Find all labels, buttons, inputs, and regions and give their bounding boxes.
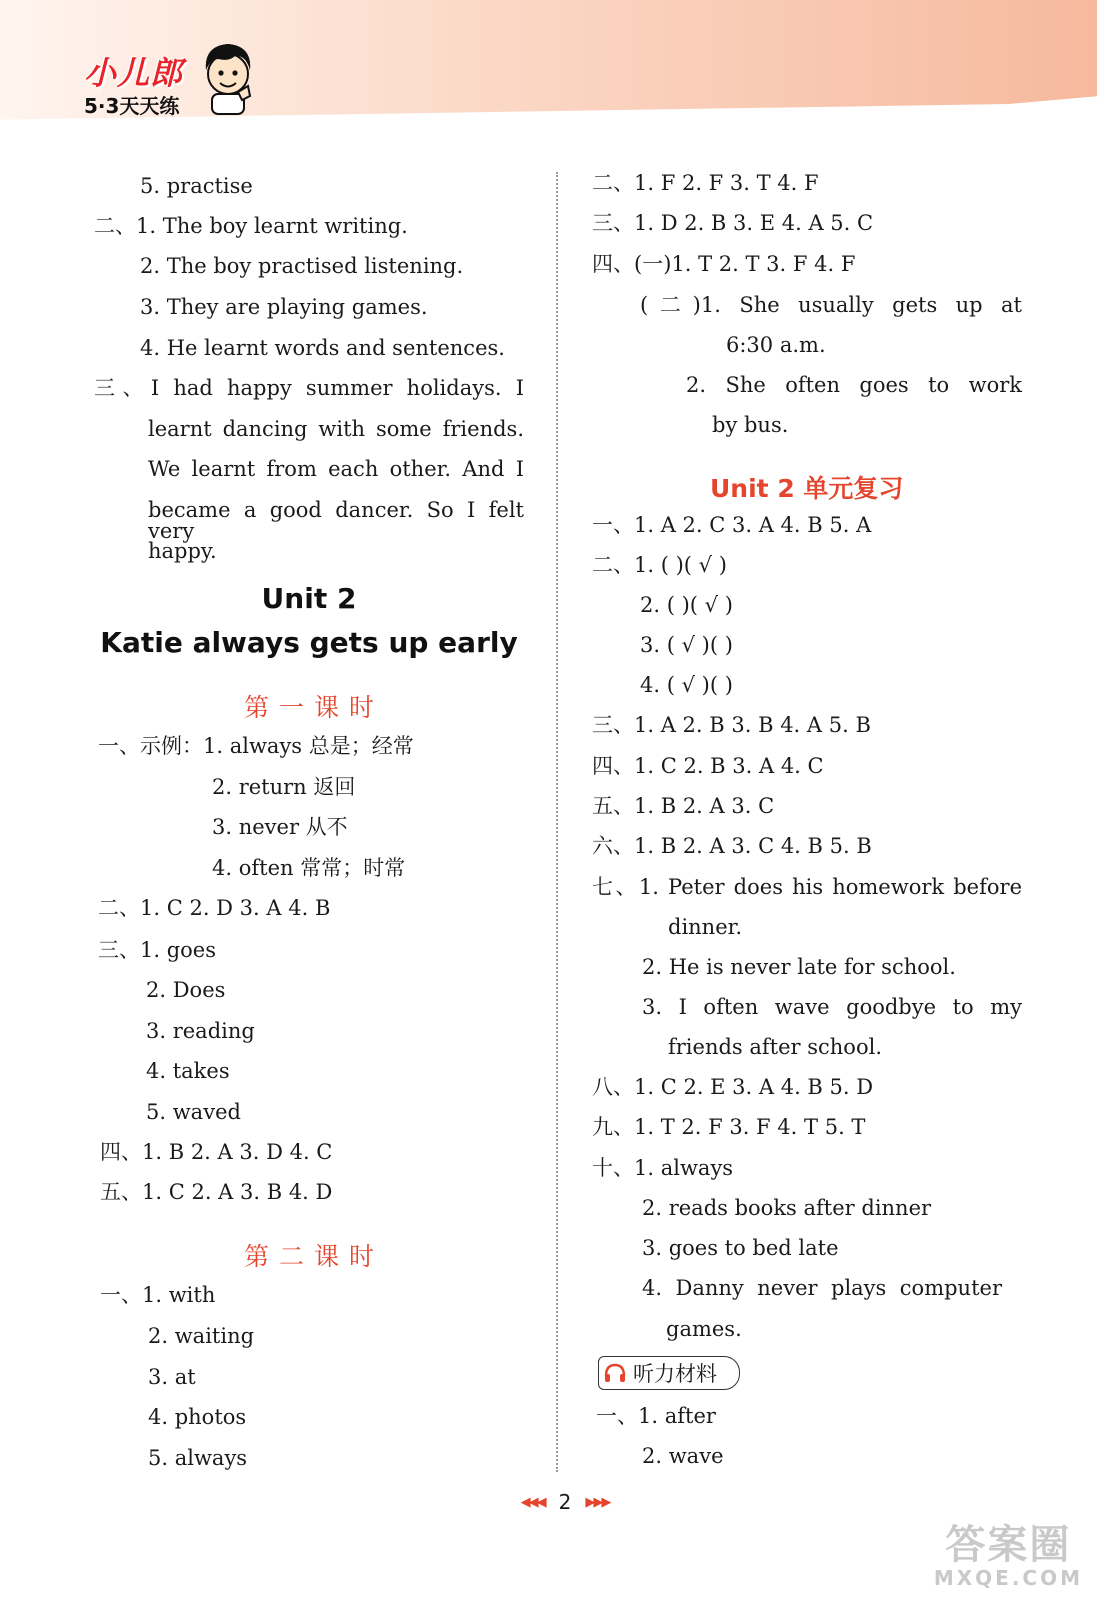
- logo-main-text: 小儿郎: [84, 54, 184, 92]
- answer-line: 2. He is never late for school.: [642, 955, 956, 979]
- answer-paragraph-line: learnt dancing with some friends.: [148, 417, 524, 441]
- mascot-boy-icon: [198, 40, 256, 116]
- answer-line: 4. Danny never plays computer: [642, 1276, 1002, 1300]
- answer-line: 4. photos: [148, 1405, 247, 1429]
- watermark-top-text: 答案圈: [945, 1522, 1072, 1568]
- listening-material-label: 听力材料: [633, 1362, 717, 1386]
- answer-line: 一、1. after: [596, 1404, 716, 1428]
- answer-line: 二、1. The boy learnt writing.: [94, 214, 408, 238]
- answer-line: 2. reads books after dinner: [642, 1196, 932, 1220]
- page-footer: [480, 1490, 650, 1514]
- unit-review-title: Unit 2 单元复习: [710, 474, 904, 503]
- answer-line: 七、1. Peter does his homework before: [592, 875, 1022, 899]
- answer-line: 八、1. C 2. E 3. A 4. B 5. D: [592, 1075, 874, 1099]
- answer-line: games.: [666, 1317, 742, 1341]
- answer-line: 四、(一)1. T 2. T 3. F 4. F: [592, 252, 856, 276]
- publisher-logo: [84, 48, 183, 119]
- answer-line: 4. takes: [146, 1059, 230, 1083]
- unit-subtitle: Katie always gets up early: [100, 626, 518, 659]
- answer-line: 一、示例：1. always 总是；经常: [98, 734, 414, 758]
- answer-line: 3. I often wave goodbye to my: [642, 995, 1022, 1019]
- answer-line: 2. wave: [642, 1444, 724, 1468]
- answer-line: 2. Does: [146, 978, 226, 1002]
- answer-line: 五、1. C 2. A 3. B 4. D: [100, 1180, 333, 1204]
- answer-line: 二、1. C 2. D 3. A 4. B: [98, 896, 331, 920]
- answer-line: 6:30 a.m.: [726, 333, 826, 357]
- answer-line: 五、1. B 2. A 3. C: [592, 794, 775, 818]
- answer-line: 2. ( )( √ ): [640, 593, 733, 617]
- answer-line: 4. often 常常；时常: [212, 856, 406, 880]
- answer-line: 四、1. C 2. B 3. A 4. C: [592, 754, 824, 778]
- answer-line: 3. They are playing games.: [140, 295, 428, 319]
- answer-line: by bus.: [712, 413, 789, 437]
- page-number: 2: [558, 1490, 572, 1514]
- answer-line: 3. goes to bed late: [642, 1236, 839, 1260]
- site-watermark: [934, 1513, 1083, 1590]
- watermark-bottom-text: MXQE.COM: [933, 1566, 1083, 1590]
- answer-line: 3. reading: [146, 1019, 255, 1043]
- listening-material-tag: [598, 1356, 740, 1390]
- answer-line: 三、1. goes: [98, 938, 217, 962]
- answer-line: 一、1. A 2. C 3. A 4. B 5. A: [592, 513, 872, 537]
- answer-line: 三、1. D 2. B 3. E 4. A 5. C: [592, 211, 874, 235]
- answer-line: 一、1. with: [100, 1283, 216, 1307]
- answer-line: 4. ( √ )( ): [640, 673, 733, 697]
- answer-line: 3. at: [148, 1365, 196, 1389]
- headphones-icon: [603, 1362, 627, 1384]
- answer-line: 5. always: [148, 1446, 248, 1470]
- answer-line: 2. waiting: [148, 1324, 255, 1348]
- answer-line: friends after school.: [668, 1035, 882, 1059]
- answer-line: 四、1. B 2. A 3. D 4. C: [100, 1140, 333, 1164]
- answer-line: (二)1. She usually gets up at: [640, 293, 1022, 317]
- answer-paragraph-line: We learnt from each other. And I: [148, 457, 524, 481]
- answer-line: 2. She often goes to work: [686, 373, 1022, 397]
- unit-title: Unit 2: [261, 582, 357, 615]
- answer-line: 十、1. always: [592, 1156, 734, 1180]
- answer-line: 二、1. F 2. F 3. T 4. F: [592, 171, 819, 195]
- logo-sub-text: 5·3天天练: [84, 94, 180, 118]
- answer-line: dinner.: [668, 915, 743, 939]
- answer-line: 三、1. A 2. B 3. B 4. A 5. B: [592, 713, 871, 737]
- answer-paragraph-line: became a good dancer. So I felt very: [148, 498, 524, 543]
- arrows-right-icon: ▶▶▶: [585, 1494, 610, 1510]
- answer-paragraph-line: 三、I had happy summer holidays. I: [94, 376, 524, 400]
- answer-line: 六、1. B 2. A 3. C 4. B 5. B: [592, 834, 872, 858]
- column-divider: [556, 172, 558, 1472]
- answer-line: 二、1. ( )( √ ): [592, 553, 727, 577]
- section-title-lesson-2: 第二课时: [243, 1242, 384, 1271]
- answer-line: 2. return 返回: [212, 775, 356, 799]
- answer-line: 5. waved: [146, 1100, 241, 1124]
- section-title-lesson-1: 第一课时: [243, 693, 384, 722]
- answer-line: 3. ( √ )( ): [640, 633, 733, 657]
- answer-line: 5. practise: [140, 174, 253, 198]
- answer-line: 2. The boy practised listening.: [140, 254, 464, 278]
- answer-line: 4. He learnt words and sentences.: [140, 336, 505, 360]
- answer-line: 3. never 从不: [212, 815, 348, 839]
- answer-line: 九、1. T 2. F 3. F 4. T 5. T: [592, 1115, 866, 1139]
- arrows-left-icon: ◀◀◀: [520, 1494, 545, 1510]
- answer-paragraph-line: happy.: [148, 539, 217, 563]
